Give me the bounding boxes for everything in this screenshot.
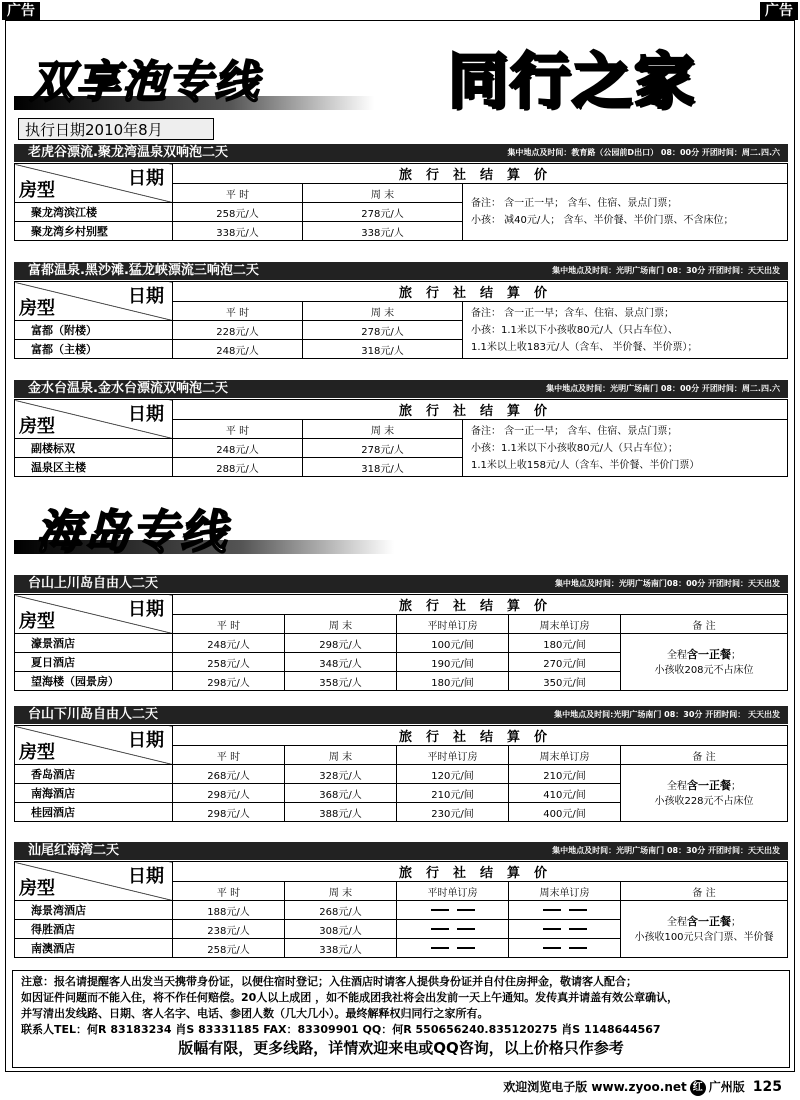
ad-label-left: 广告 bbox=[2, 2, 40, 20]
contact-line: 联系人TEL：何R 83183234 肖S 83331185 FAX：83309901 QQ：何R 550656240.835120275 肖S 1148644567 bbox=[21, 1023, 661, 1036]
weekday-header: 平 时 bbox=[173, 302, 303, 321]
settle-header: 旅行社结算价 bbox=[173, 282, 788, 302]
table-row: 富都（附楼） 228元/人 278元/人 bbox=[15, 321, 788, 340]
table-row: 濠景酒店 248元/人 298元/人 100元/间 180元/间 全程含一正餐； 小孩收208元不占床位 bbox=[15, 634, 788, 653]
slogan: 版幅有限，更多线路，详情欢迎来电或QQ咨询，以上价格只作参考 bbox=[178, 1039, 624, 1057]
diag-header: 房型 日期 bbox=[15, 862, 173, 901]
remark-header: 备 注 bbox=[621, 882, 788, 901]
price-table-4: 房型 日期 旅行社结算价 平 时 周 末 平时单订房 周末单订房 备 注 濠景酒店 248元/人 298元/人 100元/间 180元/间 全程含一正餐； 小孩收208元不占床位 夏日酒店 258元/人 348元/人 190元/间 270元/间 望海楼（园景房） 298元/人 358元/人 180元/间 350元/间 bbox=[14, 594, 788, 691]
route-meta: 集中地点及时间：光明广场南门 08：00分 开团时间：周二.四.六 bbox=[546, 384, 780, 393]
table-row: 南澳酒店 258元/人 338元/人 bbox=[15, 939, 788, 958]
newspaper-logo-icon: 红 bbox=[690, 1080, 706, 1096]
table-row: 温泉区主楼 288元/人 318元/人 bbox=[15, 458, 788, 477]
remark-cell: 全程含一正餐； 小孩收208元不占床位 bbox=[621, 634, 788, 691]
notice-line: 并写清出发线路、日期、客人名字、电话、参团人数（几大几小）。最终解释权归同行之家所有。 bbox=[21, 1007, 489, 1020]
route-title: 富都温泉.黑沙滩.猛龙峡漂流三响泡二天 bbox=[28, 263, 259, 278]
route-header bbox=[14, 842, 788, 860]
table-row: 南海酒店 298元/人 368元/人 210元/间 410元/间 bbox=[15, 784, 788, 803]
route-header bbox=[14, 262, 788, 280]
price-table-2 bbox=[14, 281, 788, 359]
remark-cell: 备注： 含一正一早；含车、住宿、景点门票； 小孩：1.1米以下小孩收80元/人（只占车位）、 1.1米以上收183元/人（含车、 半价餐、半价票）； bbox=[463, 302, 788, 359]
route-header bbox=[14, 706, 788, 724]
weekend-header: 周 末 bbox=[303, 420, 463, 439]
route-header bbox=[14, 575, 788, 593]
footer-text: 欢迎浏览电子版 www.zyoo.net bbox=[503, 1080, 687, 1094]
route-meta: 集中地点及时间：光明广场南门 08：30分 开团时间：天天出发 bbox=[552, 266, 780, 275]
table-row: 桂园酒店 298元/人 388元/人 230元/间 400元/间 bbox=[15, 803, 788, 822]
weekday-header: 平 时 bbox=[173, 184, 303, 203]
route-title: 台山上川岛自由人二天 bbox=[28, 576, 159, 591]
table-row: 香岛酒店 268元/人 328元/人 120元/间 210元/间 全程含一正餐； 小孩收228元不占床位 bbox=[15, 765, 788, 784]
exec-date: 执行日期2010年8月 bbox=[18, 118, 214, 140]
remark-cell: 备注： 含一正一早； 含车、住宿、景点门票； 小孩： 减40元/人； 含车、半价餐、半价门票、不含床位； bbox=[463, 184, 788, 241]
table-row: 副楼标双 248元/人 278元/人 bbox=[15, 439, 788, 458]
route-header bbox=[14, 144, 788, 162]
route-title: 汕尾红海湾二天 bbox=[28, 843, 120, 858]
price-table-1 bbox=[14, 163, 788, 241]
banner-island: 海岛专线 bbox=[36, 505, 228, 559]
settle-header: 旅行社结算价 bbox=[173, 400, 788, 420]
route-header bbox=[14, 380, 788, 398]
settle-header: 旅行社结算价 bbox=[173, 164, 788, 184]
table-row: 聚龙湾滨江楼 258元/人 278元/人 bbox=[15, 203, 788, 222]
weekend-header: 周 末 bbox=[303, 184, 463, 203]
remark-header: 备 注 bbox=[621, 746, 788, 765]
remark-cell: 全程含一正餐； 小孩收100元只含门票、半价餐 bbox=[621, 901, 788, 958]
settle-header: 旅行社结算价 bbox=[173, 726, 788, 746]
route-title: 老虎谷漂流.聚龙湾温泉双响泡二天 bbox=[28, 145, 228, 160]
remark-cell: 全程含一正餐； 小孩收228元不占床位 bbox=[621, 765, 788, 822]
page-number: 125 bbox=[752, 1079, 782, 1095]
page-footer bbox=[503, 1078, 782, 1096]
brand-title: 同行之家 bbox=[448, 47, 696, 117]
diag-header: 房型 日期 bbox=[15, 595, 173, 634]
remark-header: 备 注 bbox=[621, 615, 788, 634]
diag-header: 房型 日期 bbox=[15, 282, 173, 321]
price-table-5: 房型 日期 旅行社结算价 平 时 周 末 平时单订房 周末单订房 备 注 香岛酒店 268元/人 328元/人 120元/间 210元/间 全程含一正餐； 小孩收228元不占床位 南海酒店 298元/人 368元/人 210元/间 410元/间 桂园酒店 298元/人 388元/人 230元/间 400元/间 bbox=[14, 725, 788, 822]
table-row: 海景湾酒店 188元/人 268元/人 全程含一正餐； 小孩收100元只含门票、半价餐 bbox=[15, 901, 788, 920]
diag-header: 房型 日期 bbox=[15, 164, 173, 203]
notice-box bbox=[12, 970, 790, 1068]
notice-line: 注意：报名请提醒客人出发当天携带身份证，以便住宿时登记；入住酒店时请客人提供身份证并自付住房押金，敬请客人配合； bbox=[21, 975, 637, 988]
route-meta: 集中地点及时间：光明广场南门 08：30分 开团时间：天天出发 bbox=[552, 846, 780, 855]
route-title: 金水台温泉.金水台漂流双响泡二天 bbox=[28, 381, 228, 396]
diag-header: 房型 日期 bbox=[15, 726, 173, 765]
edition-label: 广州版 bbox=[708, 1080, 745, 1094]
weekday-header: 平 时 bbox=[173, 420, 303, 439]
price-table-6: 房型 日期 旅行社结算价 平 时 周 末 平时单订房 周末单订房 备 注 海景湾酒店 188元/人 268元/人 全程含一正餐； 小孩收100元只含门票、半价餐 得胜酒店 238元/人 308元/人 南澳酒店 258元/人 338元/人 bbox=[14, 861, 788, 958]
settle-header: 旅行社结算价 bbox=[173, 862, 788, 882]
notice-line: 如因证件问题而不能入住，将不作任何赔偿。20人以上成团 ，如不能成团我社将会出发前一天上午通知。发传真并请盖有效公章确认， bbox=[21, 991, 679, 1004]
banner-double-bubble: 双享泡专线 bbox=[30, 57, 260, 108]
settle-header: 旅行社结算价 bbox=[173, 595, 788, 615]
table-row: 聚龙湾乡村别墅 338元/人 338元/人 bbox=[15, 222, 788, 241]
weekend-header: 周 末 bbox=[303, 302, 463, 321]
table-row: 夏日酒店 258元/人 348元/人 190元/间 270元/间 bbox=[15, 653, 788, 672]
table-row: 得胜酒店 238元/人 308元/人 bbox=[15, 920, 788, 939]
route-meta: 集中地点及时间：教育路（公园前D出口） 08：00分 开团时间：周二.四.六 bbox=[507, 148, 780, 157]
ad-label-right: 广告 bbox=[760, 2, 798, 20]
remark-cell: 备注： 含一正一早； 含车、住宿、景点门票； 小孩：1.1米以下小孩收80元/人（只占车位）； 1.1米以上收158元/人（含车、半价餐、半价门票） bbox=[463, 420, 788, 477]
table-row: 望海楼（园景房） 298元/人 358元/人 180元/间 350元/间 bbox=[15, 672, 788, 691]
price-table-3 bbox=[14, 399, 788, 477]
route-meta: 集中地点及时间:光明广场南门 08：30分 开团时间： 天天出发 bbox=[554, 710, 780, 719]
table-row: 富都（主楼） 248元/人 318元/人 bbox=[15, 340, 788, 359]
diag-header: 房型 日期 bbox=[15, 400, 173, 439]
route-meta: 集中地点及时间：光明广场南门08：00分 开团时间：天天出发 bbox=[554, 579, 780, 588]
route-title: 台山下川岛自由人二天 bbox=[28, 707, 159, 722]
